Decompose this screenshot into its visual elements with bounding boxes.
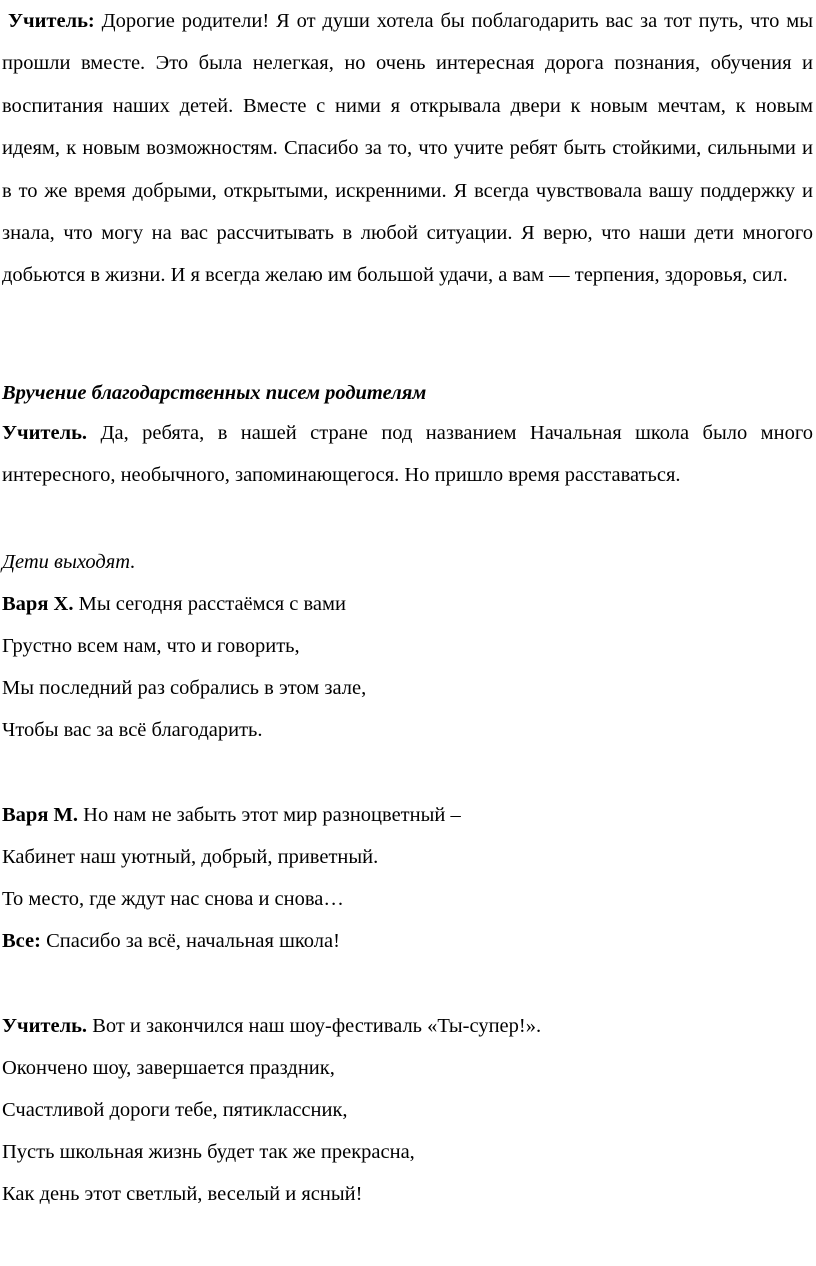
all-text: Спасибо за всё, начальная школа! xyxy=(46,930,340,952)
varya-m-line-2: Кабинет наш уютный, добрый, приветный. xyxy=(2,846,379,868)
speaker-varya-h: Варя Х. xyxy=(2,593,74,615)
varya-h-line-1 xyxy=(2,583,813,625)
teacher-final-line-3: Счастливой дороги тебе, пятиклассник, xyxy=(2,1099,348,1121)
speaker-all: Все: xyxy=(2,930,41,952)
varya-m-line-1 xyxy=(2,794,813,836)
teacher-final-line-4: Пусть школьная жизнь будет так же прекрасна, xyxy=(2,1141,415,1163)
poem-line: Мы сегодня расстаёмся с вами xyxy=(78,593,346,615)
teacher-parting-paragraph xyxy=(2,412,813,497)
speaker-teacher-parting: Учитель. xyxy=(2,422,88,444)
speaker-teacher-final: Учитель. xyxy=(2,1015,88,1037)
speaker-teacher: Учитель: xyxy=(8,10,95,32)
all-line xyxy=(2,920,813,962)
varya-h-line-4: Чтобы вас за всё благодарить. xyxy=(2,719,263,741)
teacher-final-line-1 xyxy=(2,1005,813,1047)
varya-m-line-3: То место, где ждут нас снова и снова… xyxy=(2,888,344,910)
poem-line: Но нам не забыть этот мир разноцветный – xyxy=(83,804,461,826)
teacher-intro-text: Дорогие родители! Я от души хотела бы поблагодарить вас за тот путь, что мы прошли вместе. Это была нелегкая, но очень интересная дорога познания, обучения и воспитания наших детей. Вместе с ними я открывала двери к новым мечтам, к новым идеям, к новым возможностям. Спасибо за то, что учите ребят быть стойкими, сильными и в то же время добрыми, открытыми, искренними. Я всегда чувствовала вашу поддержку и знала, что могу на вас рассчитывать в любой ситуации. Я верю, что наши дети многого добьются в жизни. И я всегда желаю им большой удачи, а вам — терпения, здоровья, сил. xyxy=(2,10,814,287)
stage-direction-children: Дети выходят. xyxy=(2,551,136,573)
teacher-final-text: Вот и закончился наш шоу-фестиваль «Ты-супер!». xyxy=(92,1015,542,1037)
stage-direction-letters: Вручение благодарственных писем родителям xyxy=(2,382,427,404)
varya-h-line-2: Грустно всем нам, что и говорить, xyxy=(2,635,300,657)
teacher-parting-text: Да, ребята, в нашей стране под названием Начальная школа было много интересного, необычного, запоминающегося. Но пришло время расставаться. xyxy=(2,422,813,487)
teacher-intro-paragraph xyxy=(2,0,813,297)
speaker-varya-m: Варя М. xyxy=(2,804,79,826)
varya-h-line-3: Мы последний раз собрались в этом зале, xyxy=(2,677,367,699)
teacher-final-line-5: Как день этот светлый, веселый и ясный! xyxy=(2,1183,363,1205)
teacher-final-line-2: Окончено шоу, завершается праздник, xyxy=(2,1057,335,1079)
